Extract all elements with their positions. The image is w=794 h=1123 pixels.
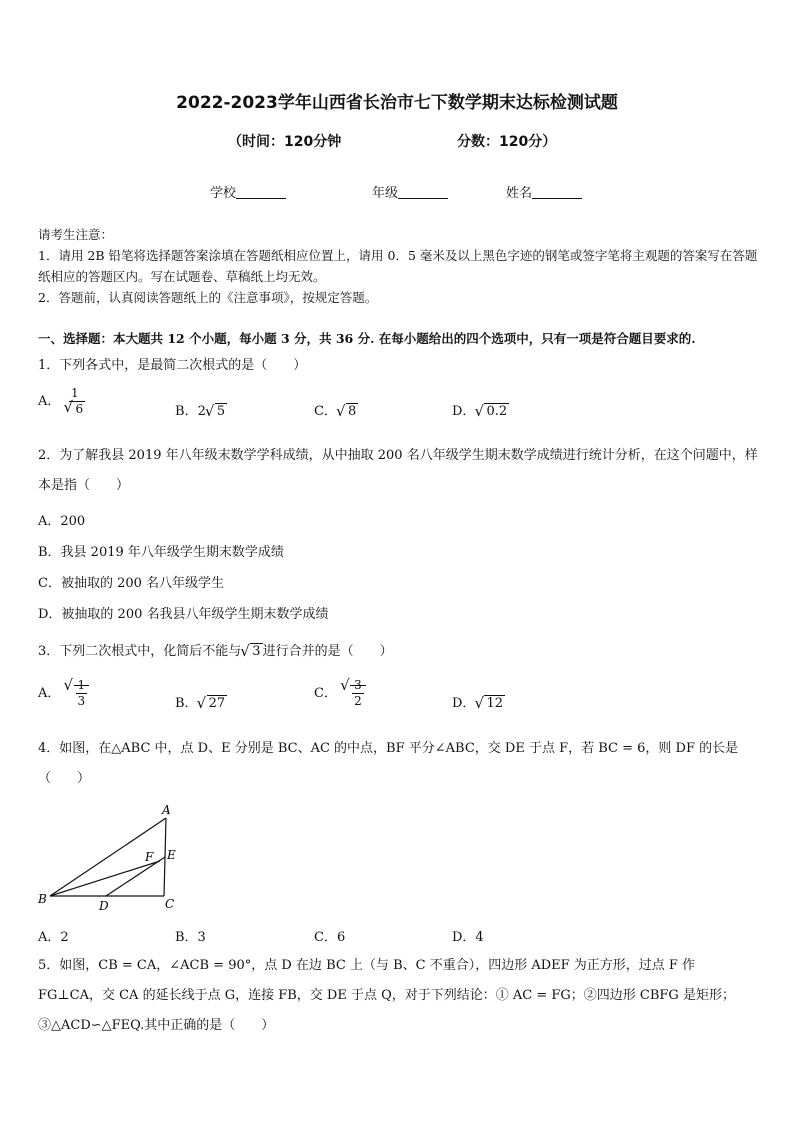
q1-stem: 1．下列各式中，是最简二次根式的是（ ）	[38, 358, 307, 373]
name-blank[interactable]	[532, 186, 582, 199]
option-label: D．	[452, 404, 476, 419]
q2-option-b[interactable]: B．我县 2019 年八年级学生期末数学成绩	[38, 545, 284, 560]
name-label: 姓名	[506, 186, 533, 201]
fraction-denominator: 2	[354, 694, 362, 708]
q4-option-a[interactable]: A．2	[38, 930, 69, 945]
option-label: C．	[314, 404, 337, 419]
q2-option-c[interactable]: C．被抽取的 200 名八年级学生	[38, 576, 225, 591]
radical	[341, 678, 366, 709]
q4-option-b[interactable]: B．3	[175, 930, 206, 945]
label-e: E	[167, 848, 176, 862]
radical	[475, 696, 505, 711]
radical	[65, 678, 90, 709]
label-f: F	[145, 850, 154, 864]
radicand: 12	[486, 696, 503, 711]
notes-block	[38, 224, 758, 308]
q4-stem: 4．如图，在△ABC 中，点 D、E 分别是 BC、AC 的中点，BF 平分∠ABC，交 DE 于点 F，若 BC = 6，则 DF 的长是（ ）	[38, 741, 739, 786]
radical	[65, 402, 86, 417]
fraction-numerator: 1	[71, 386, 79, 400]
exam-time: （时间：120分钟	[228, 134, 342, 150]
q4-option-c[interactable]: C．6	[314, 930, 346, 945]
grade-blank[interactable]	[398, 186, 448, 199]
notes-item-2: 2．答题前，认真阅读答题纸上的《注意事项》，按规定答题。	[38, 290, 378, 305]
school-label: 学校	[210, 186, 237, 201]
page-title: 2022-2023学年山西省长治市七下数学期末达标检测试题	[176, 93, 618, 113]
q3-option-b[interactable]	[175, 692, 227, 711]
q1-option-a[interactable]	[38, 386, 85, 417]
radicand: 8	[347, 404, 357, 419]
fraction	[352, 678, 364, 709]
option-label: D．	[452, 696, 476, 711]
q1-option-c[interactable]	[314, 400, 358, 419]
school-field[interactable]	[210, 182, 286, 201]
radicand	[350, 678, 366, 708]
fraction-numerator: √ 3	[354, 678, 362, 692]
option-label: A．	[38, 686, 61, 701]
radical	[206, 404, 227, 419]
radicand: 6	[75, 402, 84, 416]
q3-stem-text-end: 进行合并的是（ ）	[262, 644, 393, 659]
option-label: C．	[314, 686, 337, 701]
option-label: A．	[38, 394, 61, 409]
q2-option-d[interactable]: D．被抽取的 200 名我县八年级学生期末数学成绩	[38, 607, 329, 622]
radicand: 0.2	[486, 404, 508, 419]
q4-option-d[interactable]: D．4	[452, 930, 484, 945]
segment-bf	[50, 861, 160, 896]
q3-stem	[38, 640, 393, 659]
q2-stem: 2．为了解我县 2019 年八年级末数学学科成绩，从中抽取 200 名八年级学生期末数学成绩进行统计分析，在这个问题中，样本是指（ ）	[38, 448, 758, 493]
radicand: 3	[252, 644, 261, 659]
q3-stem-text: 3．下列二次根式中，化简后不能与	[38, 644, 242, 659]
q2-option-a[interactable]: A．200	[38, 514, 86, 529]
option-label: B．	[175, 404, 198, 419]
school-blank[interactable]	[236, 186, 286, 199]
fraction	[65, 386, 86, 417]
q3-option-c[interactable]	[314, 678, 366, 709]
label-c: C	[165, 897, 175, 911]
fraction-denominator: 3	[77, 694, 86, 708]
radical	[475, 404, 509, 419]
coefficient: 2	[197, 404, 206, 419]
q3-option-a[interactable]	[38, 678, 89, 709]
q3-option-d[interactable]	[452, 692, 505, 711]
grade-field[interactable]	[372, 182, 448, 201]
exam-score: 分数：120分）	[457, 134, 557, 150]
radicand: 27	[208, 696, 226, 711]
q1-option-b[interactable]	[175, 400, 227, 419]
radicand	[74, 678, 90, 708]
name-field[interactable]	[506, 182, 582, 201]
radical	[198, 696, 228, 711]
radical	[241, 644, 262, 659]
fraction	[76, 678, 88, 709]
option-label: B．	[175, 696, 198, 711]
label-a: A	[162, 803, 171, 817]
fraction-numerator: √ 1	[77, 678, 86, 692]
q4-triangle-figure	[34, 800, 194, 912]
grade-label: 年级	[372, 186, 399, 201]
notes-item-1: 1．请用 2B 铅笔将选择题答案涂填在答题纸相应位置上，请用 0．5 毫米及以上黑色字迹的钢笔或签字笔将主观题的答案写在答题纸相应的答题区内。写在试题卷、草稿纸上均无效。	[38, 248, 758, 284]
section-heading: 一、选择题：本大题共 12 个小题，每小题 3 分，共 36 分. 在每小题给出的四个选项中，只有一项是符合题目要求的.	[38, 331, 696, 346]
q1-option-d[interactable]	[452, 400, 509, 419]
label-d: D	[99, 899, 109, 912]
label-b: B	[38, 892, 47, 906]
radicand: 5	[216, 404, 226, 419]
notes-heading: 请考生注意：	[38, 227, 114, 242]
radical	[337, 404, 358, 419]
q5-stem: 5．如图，CB = CA，∠ACB = 90°，点 D 在边 BC 上（与 B、C 不重合），四边形 ADEF 为正方形，过点 F 作 FG⊥CA，交 CA 的延长线于点 G，连接 FB，交 DE 于点 Q，对于下列结论：① AC = FG；②四边形 CBFG 是矩形；③△ACD∽△FEQ.其中正确的是（ ）	[38, 958, 735, 1033]
